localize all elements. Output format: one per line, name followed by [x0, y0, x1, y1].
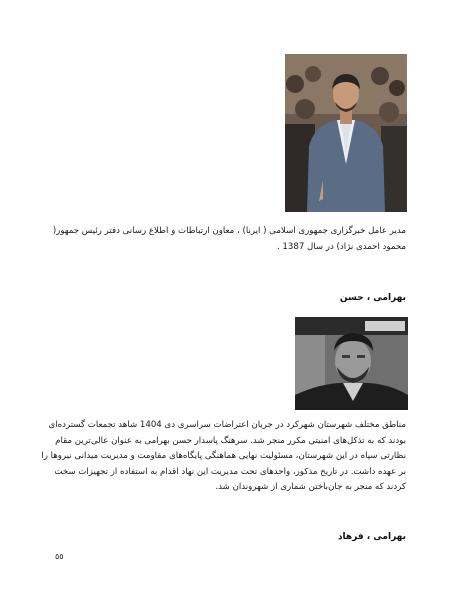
entry1-line-1: مدیر عامل خبرگزاری جمهوری اسلامی ( ایرنا) ، معاون ارتباطات و اطلاع رسانی دفتر رئیس جمهور(	[52, 226, 406, 236]
entry2-line-1: مناطق مختلف شهرستان شهرکرد در جریان اعتراضات سراسری دی 1404 شاهد تجمعات گسترده‌ای	[48, 420, 406, 430]
entry3-heading: بهرامی ، فرهاد	[337, 532, 406, 542]
entry2-line-5: کردند که منجر به جان‌باختن شماری از شهروندان شد.	[215, 482, 406, 492]
entry1-photo	[285, 54, 407, 212]
entry1-paragraph	[36, 224, 406, 255]
entry2-line-3: نظارتی سپاه در این شهرستان، مسئولیت نهایی هماهنگی پایگاه‌های مقاومت و مدیریت میدانی نیروها را	[41, 451, 406, 461]
entry2-line-4: بر عهده داشت. در تاریخ مذکور، واحدهای تحت مدیریت این نهاد اقدام به استفاده از تجهیزات سخت	[54, 466, 406, 477]
entry1-line-2: محمود احمدی نژاد) در سال 1387 .	[276, 241, 406, 252]
entry2-paragraph	[26, 418, 406, 496]
entry2-line-2: بودند که به تذکل‌های امنیتی مکرر منجر شد. سرهنگ پاسدار حسن بهرامی به عنوان عالی‌ترین مقام	[55, 435, 406, 446]
page-number: ٥٥	[55, 552, 64, 561]
entry2-photo	[295, 317, 408, 410]
entry2-heading: بهرامی ، حسن	[339, 293, 406, 303]
